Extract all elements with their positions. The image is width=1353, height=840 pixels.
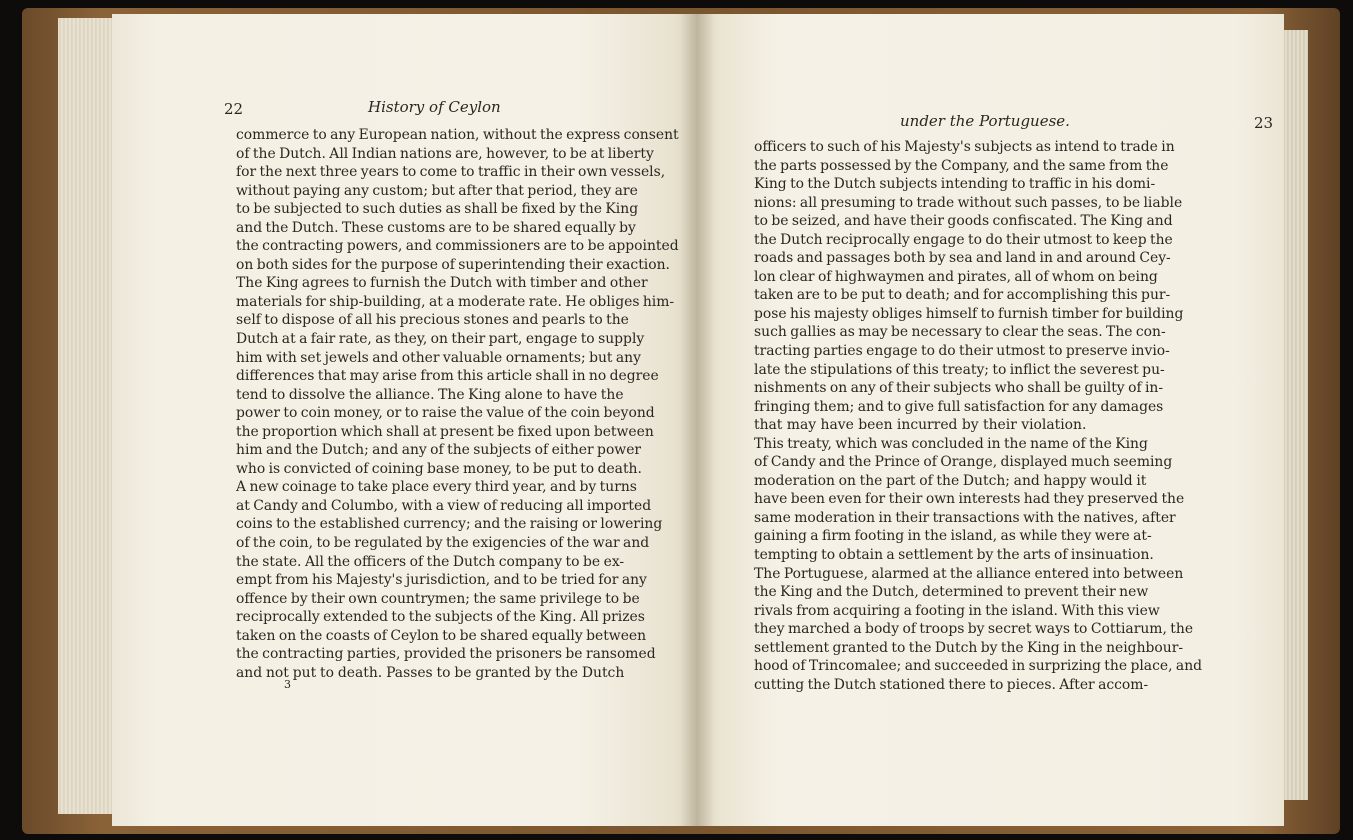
left-running-head: History of Ceylon (368, 98, 501, 116)
right-running-head: under the Portuguese. (900, 112, 1070, 130)
text-line: late the stipulations of this treaty; to inflict the severest pu- (754, 361, 1165, 378)
text-line: roads and passages both by sea and land in and around Cey- (754, 250, 1171, 267)
right-page-number: 23 (1254, 114, 1274, 132)
text-line: coins to the established currency; and the raising or lowering (236, 516, 663, 533)
text-line: of Candy and the Prince of Orange, displayed much seeming (754, 454, 1173, 471)
text-line: pose his majesty obliges himself to furnish timber for building (754, 305, 1184, 322)
text-line: have been even for their own interests had they preserved the (754, 491, 1185, 508)
left-body-text (236, 126, 679, 682)
text-line: A new coinage to take place every third year, and by turns (236, 479, 637, 496)
text-line: for the next three years to come to traffic in their own vessels, (236, 164, 666, 181)
text-line: they marched a body of troops by secret ways to Cottiarum, the (754, 621, 1194, 638)
text-line: empt from his Majesty's jurisdiction, and to be tried for any (236, 572, 647, 589)
text-line: him and the Dutch; and any of the subjects of either power (236, 442, 642, 459)
text-line: moderation on the part of the Dutch; and happy would it (754, 472, 1147, 489)
text-line: materials for ship-building, at a moderate rate. He obliges him- (236, 293, 675, 310)
text-line: offence by their own countrymen; the same privilege to be (236, 590, 640, 607)
text-line: This treaty, which was concluded in the name of the King (754, 435, 1148, 452)
text-line: rivals from acquiring a footing in the island. With this view (754, 602, 1160, 619)
right-page (696, 14, 1284, 826)
text-line: who is convicted of coining base money, to be put to death. (236, 460, 642, 477)
text-line: tempting to obtain a settlement by the arts of insinuation. (754, 547, 1154, 564)
text-line: nions: all presuming to trade without such passes, to be liable (754, 194, 1183, 211)
text-line: the contracting powers, and commissioners are to be appointed (236, 238, 679, 255)
text-line: of the Dutch. All Indian nations are, however, to be at liberty (236, 145, 654, 162)
text-line: taken on the coasts of Ceylon to be shared equally between (236, 627, 647, 644)
signature-mark: 3 (284, 678, 291, 691)
text-line: lon clear of highwaymen and pirates, all of whom on being (754, 268, 1158, 285)
text-line: to be seized, and have their goods confiscated. The King and (754, 213, 1173, 230)
text-line: The King agrees to furnish the Dutch with timber and other (236, 275, 648, 292)
text-line: the parts possessed by the Company, and the same from the (754, 157, 1169, 174)
text-line: and not put to death. Passes to be granted by the Dutch (236, 664, 625, 681)
text-line: the proportion which shall at present be fixed upon between (236, 423, 654, 440)
text-line: differences that may arise from this article shall in no degree (236, 368, 659, 385)
text-line: nishments on any of their subjects who shall be guilty of in- (754, 380, 1164, 397)
text-line: without paying any custom; but after that period, they are (236, 182, 638, 199)
text-line: hood of Trincomalee; and succeeded in surprizing the place, and (754, 658, 1203, 675)
text-line: cutting the Dutch stationed there to pieces. After accom- (754, 676, 1149, 693)
text-line: taken are to be put to death; and for accomplishing this pur- (754, 287, 1171, 304)
text-line: the contracting parties, provided the prisoners be ransomed (236, 646, 656, 663)
text-line: him with set jewels and other valuable ornaments; but any (236, 349, 641, 366)
text-line: and the Dutch. These customs are to be shared equally by (236, 219, 636, 236)
text-line: tracting parties engage to do their utmost to preserve invio- (754, 343, 1170, 360)
text-line: to be subjected to such duties as shall be fixed by the King (236, 201, 639, 218)
text-line: the King and the Dutch, determined to prevent their new (754, 584, 1149, 601)
text-line: on both sides for the purpose of superintending their exaction. (236, 256, 670, 273)
right-body-text (754, 138, 1203, 694)
text-line: the state. All the officers of the Dutch company to be ex- (236, 553, 625, 570)
text-line: reciprocally extended to the subjects of the King. All prizes (236, 609, 645, 626)
text-line: the Dutch reciprocally engage to do their utmost to keep the (754, 231, 1173, 248)
page-edges-left (58, 18, 118, 814)
left-page (112, 14, 696, 826)
text-line: such gallies as may be necessary to clear the seas. The con- (754, 324, 1166, 341)
text-line: commerce to any European nation, without the express consent (236, 127, 679, 143)
book-gutter (680, 14, 714, 826)
text-line: fringing them; and to give full satisfaction for any damages (754, 398, 1164, 415)
text-line: power to coin money, or to raise the value of the coin beyond (236, 405, 655, 422)
left-page-number: 22 (224, 100, 244, 118)
text-line: gaining a firm footing in the island, as while they were at- (754, 528, 1152, 545)
text-line: at Candy and Columbo, with a view of reducing all imported (236, 497, 652, 514)
text-line: tend to dissolve the alliance. The King alone to have the (236, 386, 624, 403)
text-line: of the coin, to be regulated by the exigencies of the war and (236, 535, 650, 552)
text-line: King to the Dutch subjects intending to traffic in his domi- (754, 176, 1156, 193)
text-line: settlement granted to the Dutch by the King in the neighbour- (754, 639, 1184, 656)
text-line: self to dispose of all his precious stones and pearls to the (236, 312, 629, 329)
text-line: that may have been incurred by their violation. (754, 417, 1087, 434)
text-line: Dutch at a fair rate, as they, on their part, engage to supply (236, 331, 645, 348)
text-line: same moderation in their transactions with the natives, after (754, 509, 1176, 526)
text-line: The Portuguese, alarmed at the alliance entered into between (754, 565, 1184, 582)
text-line: officers to such of his Majesty's subjects as intend to trade in (754, 139, 1175, 155)
